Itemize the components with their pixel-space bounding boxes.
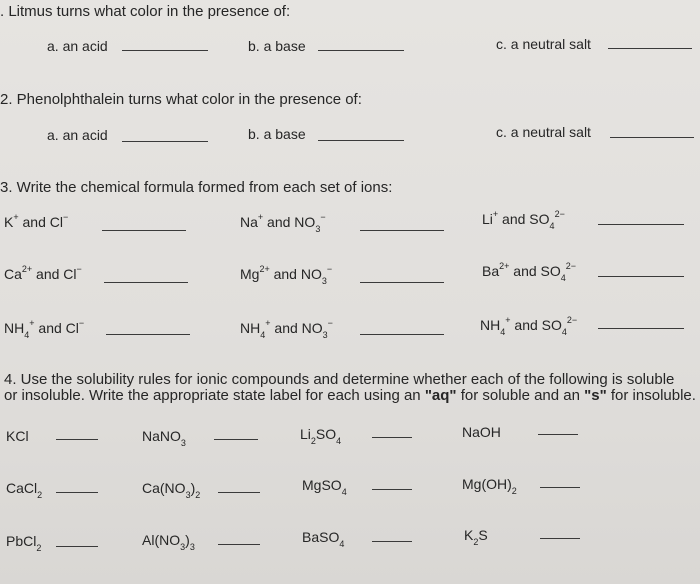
q4-answer[interactable] [56,546,98,547]
ion-pair: $Mg^{2+}$ and $NO_3^-$ [240,264,333,286]
compound: KCl [6,428,29,444]
q3-answer[interactable] [102,230,186,231]
q1-stem: . Litmus turns what color in the presence of: [0,3,291,20]
ion-pair: $NH_4^+$ and Cl− [4,318,85,340]
q3-answer[interactable] [106,334,190,335]
ion-pair: Li+ and $SO_4^{2-}$ [482,209,565,231]
ion-pair: $Ba^{2+}$ and $SO_4^{2-}$ [482,261,577,283]
q1-option-c: c. a neutral salt [496,36,591,52]
ion-pair: Na+ and $NO_3^-$ [240,212,326,234]
ion-pair: K+ and Cl− [4,212,69,230]
q1-answer-c[interactable] [608,48,692,49]
q3-stem: 3. Write the chemical formula formed from each set of ions: [0,179,393,196]
q2-option-b: b. a base [248,126,306,142]
q1-option-b: b. a base [248,38,306,54]
ion-pair: $NH_4^+$ and $NO_3^-$ [240,318,333,340]
compound: PbCl$_2$ [6,533,42,553]
q3-answer[interactable] [360,282,444,283]
q2-answer-a[interactable] [122,141,208,142]
q4-answer[interactable] [372,489,412,490]
compound: $Ca(NO_3)_2$ [142,480,201,500]
compound: $Mg(OH)_2$ [462,476,517,496]
q3-answer[interactable] [104,282,188,283]
q2-answer-b[interactable] [318,140,404,141]
q4-answer[interactable] [218,544,260,545]
ion-pair: $Ca^{2+}$ and Cl− [4,264,82,282]
q4-answer[interactable] [540,538,580,539]
q2-stem: 2. Phenolphthalein turns what color in the presence of: [0,91,362,108]
q3-answer[interactable] [360,334,444,335]
ion-pair: $NH_4^+$ and $SO_4^{2-}$ [480,315,578,337]
compound: $Li_2SO_4$ [300,426,342,446]
compound: $K_2S$ [464,527,488,547]
compound: BaSO$_4$ [302,529,345,549]
q1-answer-b[interactable] [318,50,404,51]
q1-option-a: a. an acid [47,38,108,54]
compound: NaNO$_3$ [142,428,186,448]
q4-instructions-line1: 4. Use the solubility rules for ionic compounds and determine whether each of the following is soluble [4,371,675,388]
compound: MgSO$_4$ [302,477,347,497]
compound: CaCl$_2$ [6,480,43,500]
q4-instructions-line2: or insoluble. Write the appropriate state label for each using an "aq" for soluble and an "s" for insoluble. [4,387,696,404]
compound: NaOH [462,424,501,440]
q2-answer-c[interactable] [610,137,694,138]
q3-answer[interactable] [598,328,684,329]
q4-answer[interactable] [372,437,412,438]
q4-answer[interactable] [56,492,98,493]
q4-answer[interactable] [218,492,260,493]
q3-answer[interactable] [598,276,684,277]
q3-answer[interactable] [598,224,684,225]
q4-answer[interactable] [214,439,258,440]
q2-option-c: c. a neutral salt [496,124,591,140]
compound: $Al(NO_3)_3$ [142,532,195,552]
q2-option-a: a. an acid [47,127,108,143]
q4-answer[interactable] [538,434,578,435]
q4-answer[interactable] [540,487,580,488]
q1-answer-a[interactable] [122,50,208,51]
q4-answer[interactable] [56,439,98,440]
q3-answer[interactable] [360,230,444,231]
q4-answer[interactable] [372,541,412,542]
